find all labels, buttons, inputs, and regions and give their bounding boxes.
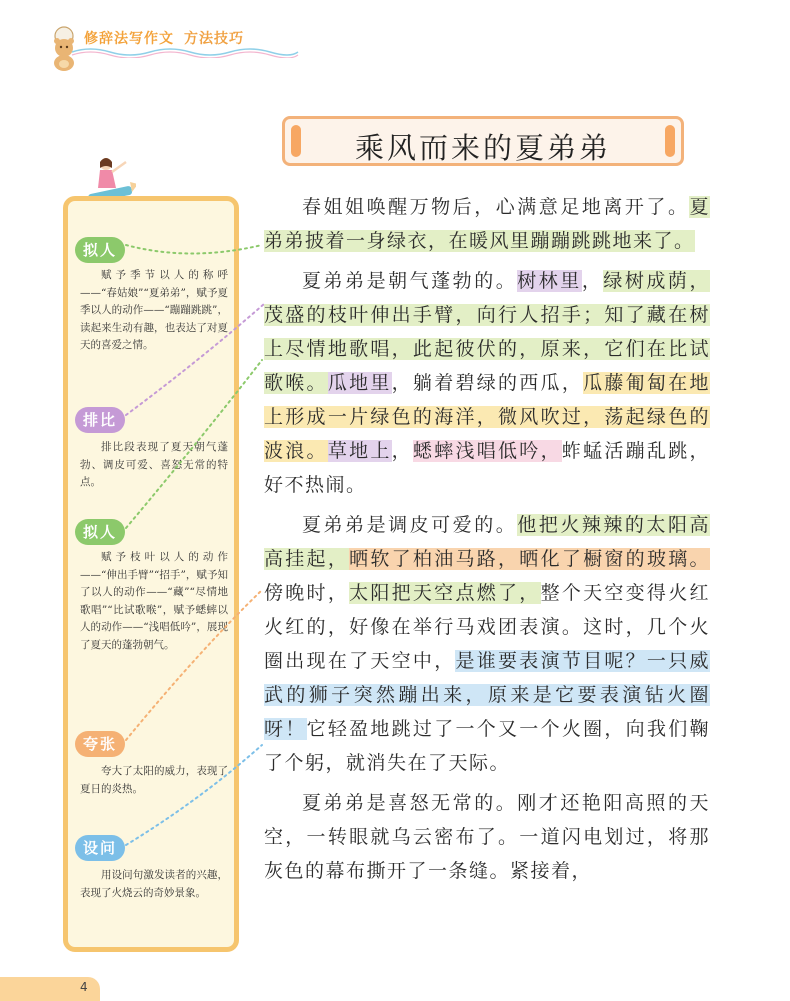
highlight-personification: 绿树成荫，茂盛的枝叶伸出手臂，向行人招手；知了藏在树上尽情地歌唱，此起彼伏的，原来，它们在比试歌喉。 bbox=[264, 270, 710, 394]
highlight-personification: 太阳把天空点燃了， bbox=[349, 582, 541, 604]
sentence: 春姐姐唤醒万物后，心满意足地离开了。 bbox=[302, 196, 690, 218]
note-tag-personification-2: 拟人 bbox=[75, 519, 125, 545]
highlight-exaggeration: 晒软了柏油马路，晒化了橱窗的玻璃。 bbox=[349, 548, 710, 570]
sentence: 夏弟弟是朝气蓬勃的。 bbox=[302, 270, 518, 292]
sentence: 它轻盈地跳过了一个又一个火圈，向我们鞠了个躬，就消失在了天际。 bbox=[264, 718, 710, 774]
sentence: 蚱蜢活蹦乱跳，好不热闹。 bbox=[264, 440, 710, 496]
header-wave-decoration bbox=[70, 44, 300, 58]
page-number-tab bbox=[0, 977, 100, 1001]
sentence: 傍晚时， bbox=[264, 582, 350, 604]
note-tag-rhetorical-question: 设问 bbox=[75, 835, 125, 861]
note-text-personification-2: 赋予枝叶以人的动作——“伸出手臂”“招手”，赋予知了以人的动作——“藏”“尽情地歌唱”“比试歌喉”，赋予蟋蟀以人的动作——“浅唱低吟”，展现了夏天的蓬勃朝气。 bbox=[80, 551, 228, 651]
sentence: 夏弟弟是调皮可爱的。 bbox=[302, 514, 518, 536]
paragraph-2 bbox=[264, 264, 710, 502]
article-body bbox=[264, 190, 710, 894]
note-text-rhetorical-question: 用设问句激发读者的兴趣，表现了火烧云的奇妙景象。 bbox=[80, 869, 228, 899]
highlight-parallel-marker: 树林里 bbox=[517, 270, 582, 292]
sentence: 刚才还艳阳高照的天空，一转眼就乌云密布了。一道闪电划过，将那灰色的幕布撕开了一条缝。紧接着， bbox=[264, 792, 710, 882]
note-tag-personification-1: 拟人 bbox=[75, 237, 125, 263]
highlight-metaphor: 瓜藤匍匐在地上形成一片绿色的海洋，微风吹过，荡起绿色的波浪。 bbox=[264, 372, 710, 462]
punctuation: ， bbox=[391, 440, 413, 462]
page-number: 4 bbox=[80, 980, 88, 994]
note-tag-exaggeration: 夸张 bbox=[75, 731, 125, 757]
sentence: ，躺着碧绿的西瓜， bbox=[391, 372, 584, 394]
note-text-parallelism: 排比段表现了夏天朝气蓬勃、调皮可爱、喜怒无常的特点。 bbox=[80, 441, 228, 488]
punctuation: ， bbox=[581, 270, 604, 292]
highlight-rhetorical-question: 是谁要表演节目呢？一只威武的狮子突然蹦出来，原来是它要表演钻火圈呀！ bbox=[264, 650, 710, 740]
highlight-personification: 夏弟弟披着一身绿衣，在暖风里蹦蹦跳跳地来了。 bbox=[264, 196, 710, 252]
page-header bbox=[0, 0, 790, 80]
article-title: 乘风而来的夏弟弟 bbox=[354, 131, 611, 165]
series-title-main: 修辞法写作文 bbox=[84, 31, 174, 47]
article-title-box bbox=[282, 116, 684, 166]
note-tag-parallelism: 排比 bbox=[75, 407, 125, 433]
paragraph-1 bbox=[264, 190, 710, 258]
paragraph-3 bbox=[264, 508, 710, 780]
annotation-sidebar bbox=[63, 196, 239, 952]
note-text-exaggeration: 夸大了太阳的威力，表现了夏日的炎热。 bbox=[80, 765, 228, 795]
highlight-personification: 他把火辣辣的太阳高高挂起， bbox=[264, 514, 710, 570]
note-text-personification-1: 赋予季节以人的称呼——“春姑娘”“夏弟弟”，赋予夏季以人的动作——“蹦蹦跳跳”，读起来生动有趣，也表达了对夏天的喜爱之情。 bbox=[80, 269, 228, 351]
paragraph-4 bbox=[264, 786, 710, 888]
sentence: 整个天空变得火红火红的，好像在举行马戏团表演。这时，几个火圈出现在了天空中， bbox=[264, 582, 710, 672]
series-title-sub: 方法技巧 bbox=[184, 31, 244, 47]
highlight-personification: 蟋蟀浅唱低吟， bbox=[412, 440, 562, 462]
highlight-parallel-marker: 草地上 bbox=[327, 440, 392, 462]
highlight-parallel-marker: 瓜地里 bbox=[327, 372, 392, 394]
sentence: 夏弟弟是喜怒无常的。 bbox=[302, 792, 518, 814]
